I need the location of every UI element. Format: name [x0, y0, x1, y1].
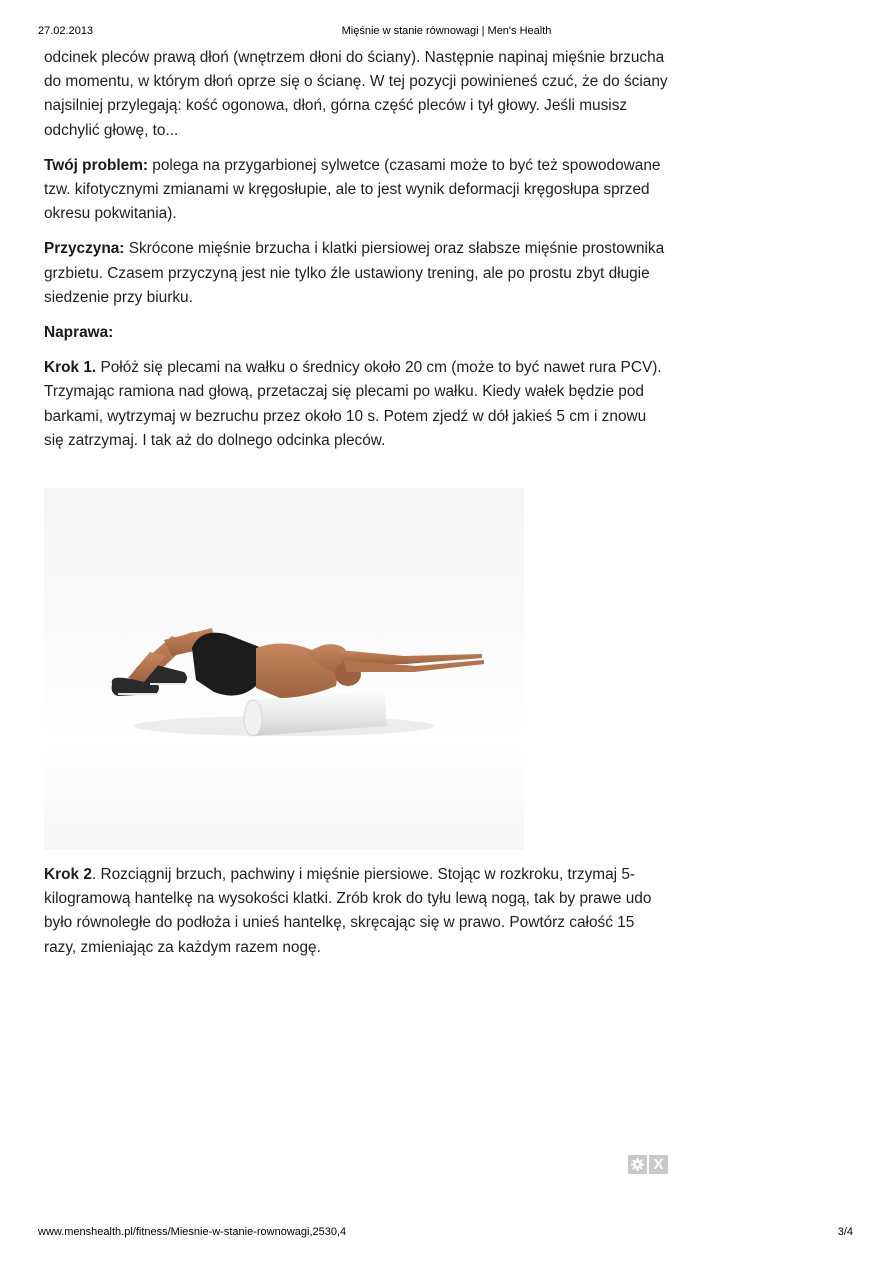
cause-label: Przyczyna: [44, 240, 125, 258]
person-figure [112, 628, 484, 698]
exercise-illustration [44, 488, 524, 850]
problem-text: polega na przygarbionej sylwetce (czasami może to być też spowodowane tzw. kifotycznymi zmianami w kręgosłupie, ale to jest wynik deformacji kręgosłupa sprzed okresu pokwitania). [44, 156, 661, 223]
print-page-title: Mięśnie w stanie równowagi | Men's Health [341, 25, 552, 37]
fix-heading [44, 321, 669, 345]
print-url: www.menshealth.pl/fitness/Miesnie-w-stanie-rownowagi,2530,4 [38, 1226, 347, 1238]
ad-controls [628, 1155, 668, 1174]
cause-paragraph [44, 237, 669, 310]
page-number: 3/4 [837, 1226, 853, 1238]
step2-section [44, 863, 669, 960]
intro-paragraph: odcinek pleców prawą dłoń (wnętrzem dłoni do ściany). Następnie napinaj mięśnie brzucha do momentu, w którym dłoń oprze się o ścianę. W tej pozycji powinieneś czuć, że do ściany najsilniej przylegają: kość ogonowa, dłoń, górna część pleców i tył głowy. Jeśli musisz odchylić głowę, to... [44, 49, 668, 139]
print-date: 27.02.2013 [38, 25, 94, 37]
ad-settings-button[interactable] [628, 1155, 647, 1174]
step2-label: Krok 2 [44, 866, 92, 883]
step1-text: Połóż się plecami na wałku o średnicy około 20 cm (może to być nawet rura PCV). Trzymając ramiona nad głową, przetaczaj się plecami po wałku. Kiedy wałek będzie pod barkami, wytrzymaj w bezruchu przez około 10 s. Potem zjedź w dół jakieś 5 cm i znowu się zatrzymaj. I tak aż do dolnego odcinka pleców. [44, 359, 662, 449]
article-body [44, 46, 669, 464]
exercise-photo [44, 488, 524, 850]
ad-close-button[interactable] [649, 1155, 668, 1174]
step2-text: . Rozciągnij brzuch, pachwiny i mięśnie piersiowe. Stojąc w rozkroku, trzymaj 5-kilogramową hantelkę na wysokości klatki. Zrób krok do tyłu lewą nogą, tak by prawe udo było równoległe do podłoża i unieś hantelkę, skręcając się w prawo. Powtórz całość 15 razy, zmieniając za każdym razem nogę. [44, 866, 652, 956]
fix-label: Naprawa: [44, 324, 114, 342]
problem-paragraph [44, 154, 669, 227]
cause-text: Skrócone mięśnie brzucha i klatki piersiowej oraz słabsze mięśnie prostownika grzbietu. Czasem przyczyną jest nie tylko źle ustawiony trening, ale po prostu zbyt długie siedzenie przy biurku. [44, 240, 665, 306]
close-icon: X [653, 1156, 664, 1173]
problem-label: Twój problem: [44, 156, 149, 174]
step1-label: Krok 1. [44, 359, 97, 377]
step1-paragraph [44, 356, 669, 453]
gear-icon [630, 1157, 645, 1172]
step2-paragraph [44, 863, 669, 960]
